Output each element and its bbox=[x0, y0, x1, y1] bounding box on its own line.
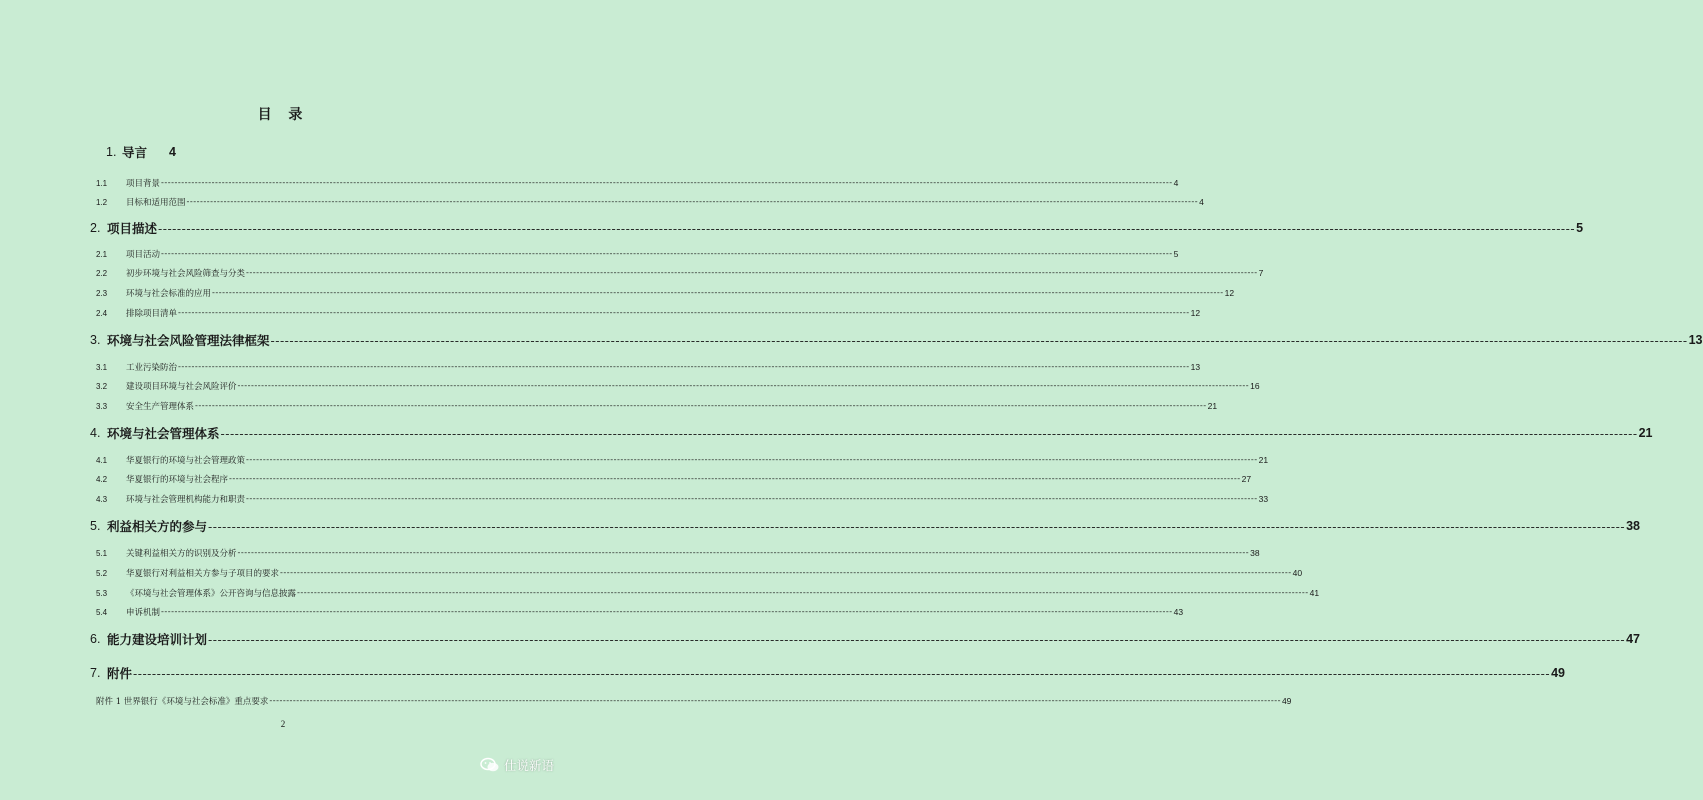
toc-leader-dots: ------------------------------------------------------------------------------------------------------------------------------------------------------------------------------------------------------------------------------------------------------------------------------------------------------------ bbox=[246, 268, 1258, 278]
toc-entry-label: 项目活动 bbox=[126, 250, 161, 260]
toc-entry-label: 排除项目清单 bbox=[126, 309, 178, 319]
toc-entry-label: 环境与社会风险管理法律框架 bbox=[107, 333, 270, 348]
toc-title: 目 录 bbox=[257, 107, 309, 123]
toc-entry-label: 工业污染防治 bbox=[126, 363, 178, 373]
toc-entry-label: 利益相关方的参与 bbox=[107, 519, 208, 534]
toc-entry-label: 项目背景 bbox=[126, 179, 161, 189]
toc-leader-dots: ------------------------------------------------------------------------------------------------------------------------------------------------------------------------------------------------------------------------------------------------------------------------------------------------------------ bbox=[208, 518, 1626, 534]
wechat-icon bbox=[480, 757, 500, 773]
toc-entry[interactable] bbox=[0, 516, 1641, 536]
toc-entry-number: 2.3 bbox=[96, 288, 108, 298]
toc-leader-dots: ------------------------------------------------------------------------------------------------------------------------------------------------------------------------------------------------------------------------------------------------------------------------------------------------------------ bbox=[161, 178, 1173, 188]
toc-leader-dots: ------------------------------------------------------------------------------------------------------------------------------------------------------------------------------------------------------------------------------------------------------------------------------------------------------------ bbox=[186, 197, 1199, 207]
toc-entry-label: 华夏银行对利益相关方参与子项目的要求 bbox=[126, 569, 280, 579]
toc-entry-number: 2. bbox=[90, 221, 101, 235]
toc-entry-page: 5 bbox=[1576, 221, 1584, 235]
toc-entry[interactable] bbox=[0, 602, 1184, 622]
toc-entry[interactable] bbox=[0, 629, 1641, 649]
toc-entry[interactable] bbox=[0, 543, 1260, 563]
toc-leader-dots: ------------------------------------------------------------------------------------------------------------------------------------------------------------------------------------------------------------------------------------------------------------------------------------------------------------ bbox=[237, 548, 1250, 558]
toc-entry-page: 33 bbox=[1258, 494, 1269, 504]
toc-entry-label: 项目描述 bbox=[107, 221, 158, 236]
toc-entry-number: 2.1 bbox=[96, 249, 108, 259]
toc-leader-dots: ------------------------------------------------------------------------------------------------------------------------------------------------------------------------------------------------------------------------------------------------------------------------------------------------------------ bbox=[133, 665, 1551, 681]
toc-entry[interactable] bbox=[0, 663, 1566, 683]
toc-leader-dots: ------------------------------------------------------------------------------------------------------------------------------------------------------------------------------------------------------------------------------------------------------------------------------------------------------------ bbox=[297, 588, 1309, 598]
toc-entry-number: 3.2 bbox=[96, 381, 108, 391]
toc-entry[interactable] bbox=[0, 173, 1179, 193]
toc-entry-page: 49 bbox=[1281, 696, 1292, 706]
toc-entry-label: 华夏银行的环境与社会程序 bbox=[126, 475, 229, 485]
toc-entry-number: 5.4 bbox=[96, 607, 108, 617]
toc-entry[interactable] bbox=[0, 691, 1292, 711]
toc-leader-dots: ------------------------------------------------------------------------------------------------------------------------------------------------------------------------------------------------------------------------------------------------------------------------------------------------------------ bbox=[178, 308, 1190, 318]
toc-entry[interactable] bbox=[0, 583, 1320, 603]
toc-entry-label: 关键利益相关方的识别及分析 bbox=[126, 549, 237, 559]
toc-entry-number: 5.2 bbox=[96, 568, 108, 578]
toc-entry[interactable] bbox=[0, 357, 1201, 377]
toc-entry[interactable] bbox=[0, 303, 1201, 323]
toc-entry[interactable] bbox=[0, 489, 1269, 509]
toc-entry-label: 附件 1 世界银行《环境与社会标准》重点要求 bbox=[96, 697, 269, 707]
watermark-text: 仕说新语 bbox=[503, 758, 554, 773]
toc-entry-label: 建设项目环境与社会风险评价 bbox=[126, 382, 237, 392]
toc-entry[interactable] bbox=[0, 376, 1260, 396]
toc-entry[interactable] bbox=[0, 142, 566, 162]
toc-entry[interactable] bbox=[0, 192, 1204, 212]
toc-entry[interactable] bbox=[0, 283, 1235, 303]
toc-entry-label: 附件 bbox=[107, 666, 133, 681]
toc-entry-page: 7 bbox=[1258, 268, 1264, 278]
toc-entry-number: 6. bbox=[90, 632, 101, 646]
toc-entry-page: 16 bbox=[1250, 381, 1260, 391]
toc-entry-page: 4 bbox=[1173, 178, 1179, 188]
toc-entry[interactable] bbox=[0, 218, 1584, 238]
toc-entry[interactable] bbox=[0, 563, 1303, 583]
toc-entry-label: 安全生产管理体系 bbox=[126, 402, 195, 412]
toc-entry-number: 2.2 bbox=[96, 268, 108, 278]
toc-entry-number: 4.1 bbox=[96, 455, 108, 465]
toc-entry[interactable] bbox=[0, 263, 1264, 283]
toc-entry-number: 3. bbox=[90, 333, 101, 347]
toc-entry-label: 《环境与社会管理体系》公开咨询与信息披露 bbox=[126, 589, 297, 599]
toc-entry-number: 4.3 bbox=[96, 494, 108, 504]
toc-entry-label: 环境与社会管理机构能力和职责 bbox=[126, 495, 246, 505]
toc-entry-number: 7. bbox=[90, 666, 101, 680]
toc-entry-page: 4 bbox=[169, 145, 176, 159]
toc-entry-number: 1. bbox=[106, 145, 117, 159]
toc-leader-dots: ------------------------------------------------------------------------------------------------------------------------------------------------------------------------------------------------------------------------------------------------------------------------------------------------------------ bbox=[161, 607, 1173, 617]
toc-entry-page: 38 bbox=[1250, 548, 1260, 558]
toc-leader-dots: ------------------------------------------------------------------------------------------------------------------------------------------------------------------------------------------------------------------------------------------------------------------------------------------------------------ bbox=[212, 288, 1224, 298]
toc-entry-label: 导言 bbox=[122, 145, 148, 160]
toc-entry-page: 13 bbox=[1190, 362, 1201, 372]
toc-entry-page: 27 bbox=[1241, 474, 1252, 484]
toc-entry-number: 2.4 bbox=[96, 308, 108, 318]
toc-leader-dots: ------------------------------------------------------------------------------------------------------------------------------------------------------------------------------------------------------------------------------------------------------------------------------------------------------------ bbox=[161, 249, 1173, 259]
toc-entry-label: 环境与社会管理体系 bbox=[107, 426, 220, 441]
toc-leader-dots: ------------------------------------------------------------------------------------------------------------------------------------------------------------------------------------------------------------------------------------------------------------------------------------------------------------ bbox=[246, 455, 1258, 465]
toc-entry[interactable] bbox=[0, 330, 1703, 350]
toc-entry-label: 华夏银行的环境与社会管理政策 bbox=[126, 456, 246, 466]
toc-entry[interactable] bbox=[0, 396, 1218, 416]
toc-entry-number: 1.2 bbox=[96, 197, 108, 207]
toc-entry-page: 5 bbox=[1173, 249, 1179, 259]
toc-entry[interactable] bbox=[0, 469, 1252, 489]
toc-leader-dots: ------------------------------------------------------------------------------------------------------------------------------------------------------------------------------------------------------------------------------------------------------------------------------------------------------------ bbox=[158, 220, 1576, 236]
toc-entry-page: 12 bbox=[1190, 308, 1201, 318]
toc-entry-label: 申诉机制 bbox=[126, 608, 161, 618]
toc-leader-dots: ------------------------------------------------------------------------------------------------------------------------------------------------------------------------------------------------------------------------------------------------------------------------------------------------------------ bbox=[195, 401, 1207, 411]
toc-leader-dots: ------------------------------------------------------------------------------------------------------------------------------------------------------------------------------------------------------------------------------------------------------------------------------------------------------------ bbox=[246, 494, 1258, 504]
toc-leader-dots: ------------------------------------------------------------------------------------------------------------------------------------------------------------------------------------------------------------------------------------------------------------------------------------------------------------ bbox=[270, 332, 1688, 348]
toc-entry-number: 3.1 bbox=[96, 362, 108, 372]
toc-leader-dots: ------------------------------------------------------------------------------------------------------------------------------------------------------------------------------------------------------------------------------------------------------------------------------------------------------------ bbox=[220, 425, 1638, 441]
toc-entry-page: 21 bbox=[1638, 426, 1653, 440]
toc-entry-page: 13 bbox=[1688, 333, 1703, 347]
toc-entry-page: 41 bbox=[1309, 588, 1320, 598]
toc-entry[interactable] bbox=[0, 423, 1653, 443]
toc-entry-page: 21 bbox=[1207, 401, 1218, 411]
toc-entry-page: 49 bbox=[1551, 666, 1566, 680]
toc-entry[interactable] bbox=[0, 244, 1179, 264]
toc-entry-number: 4. bbox=[90, 426, 101, 440]
toc-entry-number: 1.1 bbox=[96, 178, 108, 188]
toc-entry-label: 初步环境与社会风险筛查与分类 bbox=[126, 269, 246, 279]
toc-entry-number: 4.2 bbox=[96, 474, 108, 484]
toc-entry-page: 4 bbox=[1199, 197, 1204, 207]
toc-entry-number: 3.3 bbox=[96, 401, 108, 411]
toc-entry-page: 47 bbox=[1626, 632, 1641, 646]
toc-entry-number: 5.1 bbox=[96, 548, 108, 558]
toc-entry-number: 5.3 bbox=[96, 588, 108, 598]
toc-entry-number: 5. bbox=[90, 519, 101, 533]
toc-entry-page: 40 bbox=[1292, 568, 1303, 578]
toc-leader-dots: ------------------------------------------------------------------------------------------------------------------------------------------------------------------------------------------------------------------------------------------------------------------------------------------------------------ bbox=[229, 474, 1241, 484]
toc-entry[interactable] bbox=[0, 450, 1269, 470]
toc-leader-dots: ------------------------------------------------------------------------------------------------------------------------------------------------------------------------------------------------------------------------------------------------------------------------------------------------------------ bbox=[178, 362, 1190, 372]
toc-entry-label: 能力建设培训计划 bbox=[107, 632, 208, 647]
toc-entry-page: 21 bbox=[1258, 455, 1269, 465]
toc-entry-page: 12 bbox=[1224, 288, 1235, 298]
toc-leader-dots: ------------------------------------------------------------------------------------------------------------------------------------------------------------------------------------------------------------------------------------------------------------------------------------------------------------ bbox=[269, 696, 1281, 706]
toc-leader-dots: ------------------------------------------------------------------------------------------------------------------------------------------------------------------------------------------------------------------------------------------------------------------------------------------------------------ bbox=[208, 631, 1626, 647]
toc-entry-label: 目标和适用范围 bbox=[126, 198, 186, 208]
toc-leader-dots: ------------------------------------------------------------------------------------------------------------------------------------------------------------------------------------------------------------------------------------------------------------------------------------------------------------ bbox=[280, 568, 1292, 578]
toc-entry-label: 环境与社会标准的应用 bbox=[126, 289, 212, 299]
toc-entry-page: 38 bbox=[1626, 519, 1641, 533]
toc-leader-dots: ------------------------------------------------------------------------------------------------------------------------------------------------------------------------------------------------------------------------------------------------------------------------------------------------------------ bbox=[237, 381, 1250, 391]
watermark bbox=[480, 756, 554, 774]
page-number: 2 bbox=[280, 719, 286, 729]
toc-entry-page: 43 bbox=[1173, 607, 1184, 617]
